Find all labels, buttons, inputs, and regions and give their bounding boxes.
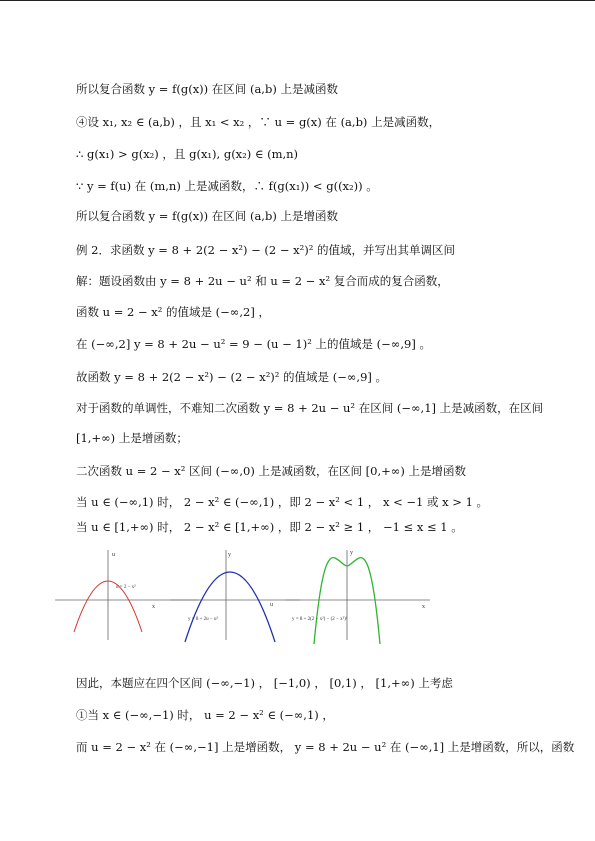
text-line: 解：题设函数由 y = 8 + 2u − u² 和 u = 2 − x² 复合而成的复合函数， bbox=[76, 274, 449, 288]
text-line: 所以复合函数 y = f(g(x)) 在区间 (a,b) 上是减函数 bbox=[76, 82, 338, 96]
text-line: ①当 x ∈ (−∞,−1) 时， u = 2 − x² ∈ (−∞,1) ， bbox=[76, 708, 334, 722]
graph-y-of-x bbox=[285, 550, 430, 644]
text-line: 因此，本题应在四个区间 (−∞,−1) ， [−1,0) ， [0,1) ， [1,+∞) 上考虑 bbox=[76, 676, 453, 690]
text-line: ④设 x₁, x₂ ∈ (a,b) ，且 x₁ < x₂ ，∵ u = g(x) 在 (a,b) 上是减函数， bbox=[76, 115, 441, 129]
text-line: 二次函数 u = 2 − x² 区间 (−∞,0) 上是减函数，在区间 [0,+∞) 上是增函数 bbox=[76, 464, 466, 478]
axis-label-u: u bbox=[270, 602, 273, 608]
text-line: 对于函数的单调性，不难知二次函数 y = 8 + 2u − u² 在区间 (−∞,1] 上是减函数，在区间 bbox=[76, 401, 544, 415]
text-line: [1,+∞) 上是增函数； bbox=[76, 431, 188, 445]
graph-u-of-x bbox=[55, 550, 198, 640]
text-line: 当 u ∈ (−∞,1) 时， 2 − x² ∈ (−∞,1) ，即 2 − x² < 1 ， x < −1 或 x > 1 。 bbox=[76, 495, 489, 509]
axis-label-u: u bbox=[112, 552, 115, 558]
text-line: ∴ g(x₁) > g(x₂) ，且 g(x₁), g(x₂) ∈ (m,n) bbox=[76, 147, 299, 161]
axis-label-x: x bbox=[422, 604, 425, 610]
text-line: 函数 u = 2 − x² 的值域是 (−∞,2] ， bbox=[76, 305, 270, 319]
text-line: 而 u = 2 − x² 在 (−∞,−1] 上是增函数， y = 8 + 2u − u² 在 (−∞,1] 上是增函数，所以，函数 bbox=[76, 740, 575, 754]
graphs-figure bbox=[50, 540, 440, 645]
text-line: 所以复合函数 y = f(g(x)) 在区间 (a,b) 上是增函数 bbox=[76, 209, 338, 223]
text-line: 故函数 y = 8 + 2(2 − x²) − (2 − x²)² 的值域是 (−∞,9] 。 bbox=[76, 370, 388, 384]
curve-label: y = 8 + 2u − u² bbox=[188, 617, 218, 622]
graph-y-of-u bbox=[170, 550, 300, 642]
axis-label-x: x bbox=[152, 604, 155, 610]
axis-label-y: y bbox=[350, 550, 353, 556]
text-line: 在 (−∞,2] y = 8 + 2u − u² = 9 − (u − 1)² 上的值域是 (−∞,9] 。 bbox=[76, 337, 431, 351]
text-line: ∵ y = f(u) 在 (m,n) 上是减函数，∴ f(g(x₁)) < g((x₂)) 。 bbox=[76, 179, 378, 193]
page-top-border bbox=[0, 0, 595, 1]
axis-label-y: y bbox=[228, 552, 231, 558]
curve-label: y = 8 + 2(2 − x²) − (2 − x²)² bbox=[292, 617, 348, 622]
text-line: 例 2．求函数 y = 8 + 2(2 − x²) − (2 − x²)² 的值域，并写出其单调区间 bbox=[76, 243, 456, 257]
curve-label: u = 2 − x² bbox=[116, 585, 136, 590]
text-line: 当 u ∈ [1,+∞) 时， 2 − x² ∈ [1,+∞) ，即 2 − x² ≥ 1 ， −1 ≤ x ≤ 1 。 bbox=[76, 520, 463, 534]
